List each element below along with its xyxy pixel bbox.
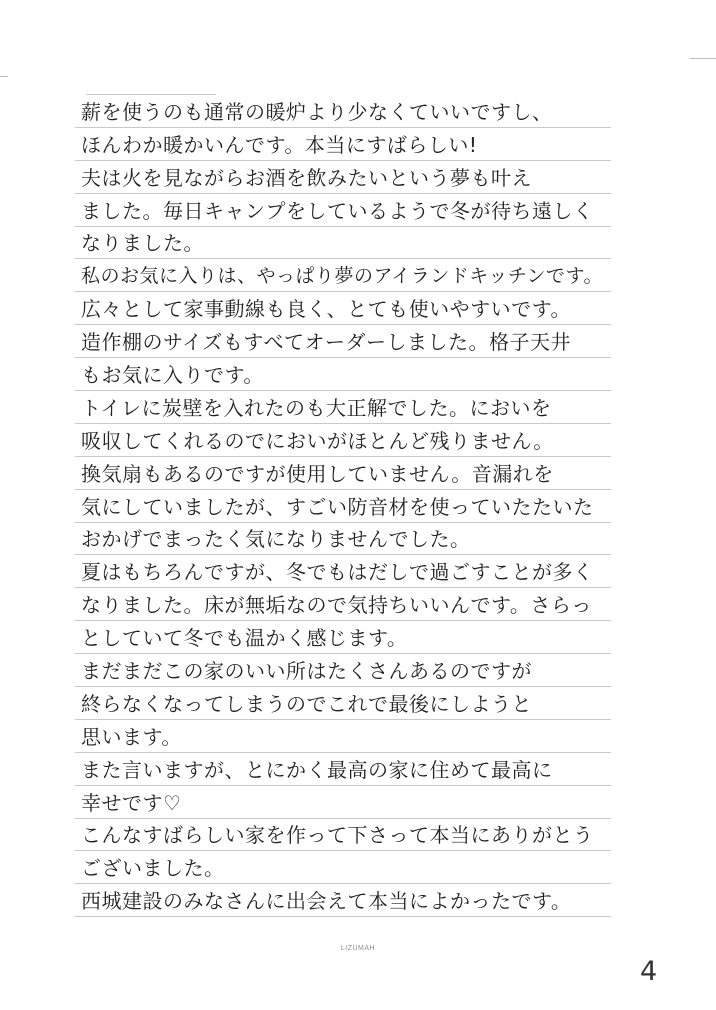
ruled-line [75,457,611,490]
ruled-line [75,358,611,391]
handwritten-line: まだまだこの家のいい所はたくさんあるのですが [81,659,532,684]
handwritten-line: としていて冬でも温かく感じます。 [81,626,408,651]
ruled-line [75,325,611,358]
ruled-line [75,259,611,292]
paper-brand-label: LIZUMAH [340,945,376,952]
handwritten-line: 終らなくなってしまうのでこれで最後にしようと [81,691,532,716]
ruled-line [75,819,611,852]
ruled-line [75,128,611,161]
handwritten-line: おかげでまったく気になりませんでした。 [81,527,471,552]
handwritten-line: なりました。 [81,231,204,256]
ruled-line [75,753,611,786]
handwritten-line: 私のお気に入りは、やっぱり夢のアイランドキッチンです。 [81,265,603,288]
handwritten-line: 夫は火を見ながらお酒を飲みたいという夢も叶え [81,165,532,190]
handwritten-line: 思います。 [81,724,182,749]
handwritten-line: なりました。床が無垢なので気持ちいいんです。さらっ [81,593,592,618]
handwritten-line: 薪を使うのも通常の暖炉より少なくていいですし、 [81,99,553,124]
handwritten-line: 西城建設のみなさんに出会えて本当によかったです。 [81,889,572,914]
handwritten-line: 気にしていましたが、すごい防音材を使っていたたいた [81,494,594,519]
handwritten-line: 吸収してくれるのでにおいがほとんど残りません。 [81,428,554,453]
handwritten-line: 夏はもちろんですが、冬でもはだしで過ごすことが多く [81,560,594,585]
ruled-line [75,391,611,424]
ruled-line [75,95,611,128]
handwritten-line: 幸せです♡ [81,790,182,815]
handwritten-line: こんなすばらしい家を作って下さって本当にありがとう [81,823,594,848]
ruled-line [75,687,611,720]
ruled-line [75,161,611,194]
page-number: 4 [640,956,658,987]
ruled-line [75,654,611,687]
handwritten-line: 換気扇もあるのですが使用していません。音漏れを [81,461,554,486]
ruled-line [75,194,611,227]
ruled-lines [75,95,611,917]
ruled-line [75,292,611,325]
ruled-line [75,786,611,819]
handwritten-line: ほんわか暖かいんです。本当にすばらしい! [81,132,478,157]
margin-mark-right [690,58,716,59]
ruled-line [75,588,611,621]
ruled-line [75,227,611,260]
ruled-line [75,884,611,917]
ruled-line [75,424,611,457]
ruled-line [75,490,611,523]
handwritten-line: トイレに炭壁を入れたのも大正解でした。においを [81,395,552,420]
ruled-line [75,555,611,588]
ruled-line [75,621,611,654]
ruled-line [75,851,611,884]
margin-mark-left [0,76,8,77]
handwritten-line: また言いますが、とにかく最高の家に住めて最高に [81,757,553,782]
handwritten-line: 広々として家事動線も良く、とても使いやすいです。 [81,297,571,322]
handwritten-line: もお気に入りです。 [81,363,264,388]
ruled-line [75,523,611,556]
handwritten-line: ました。毎日キャンプをしているようで冬が待ち遠しく [81,198,594,223]
handwritten-line: 造作棚のサイズもすべてオーダーしました。格子天井 [81,330,571,355]
handwritten-line: ございました。 [81,856,225,881]
ruled-line [75,720,611,753]
